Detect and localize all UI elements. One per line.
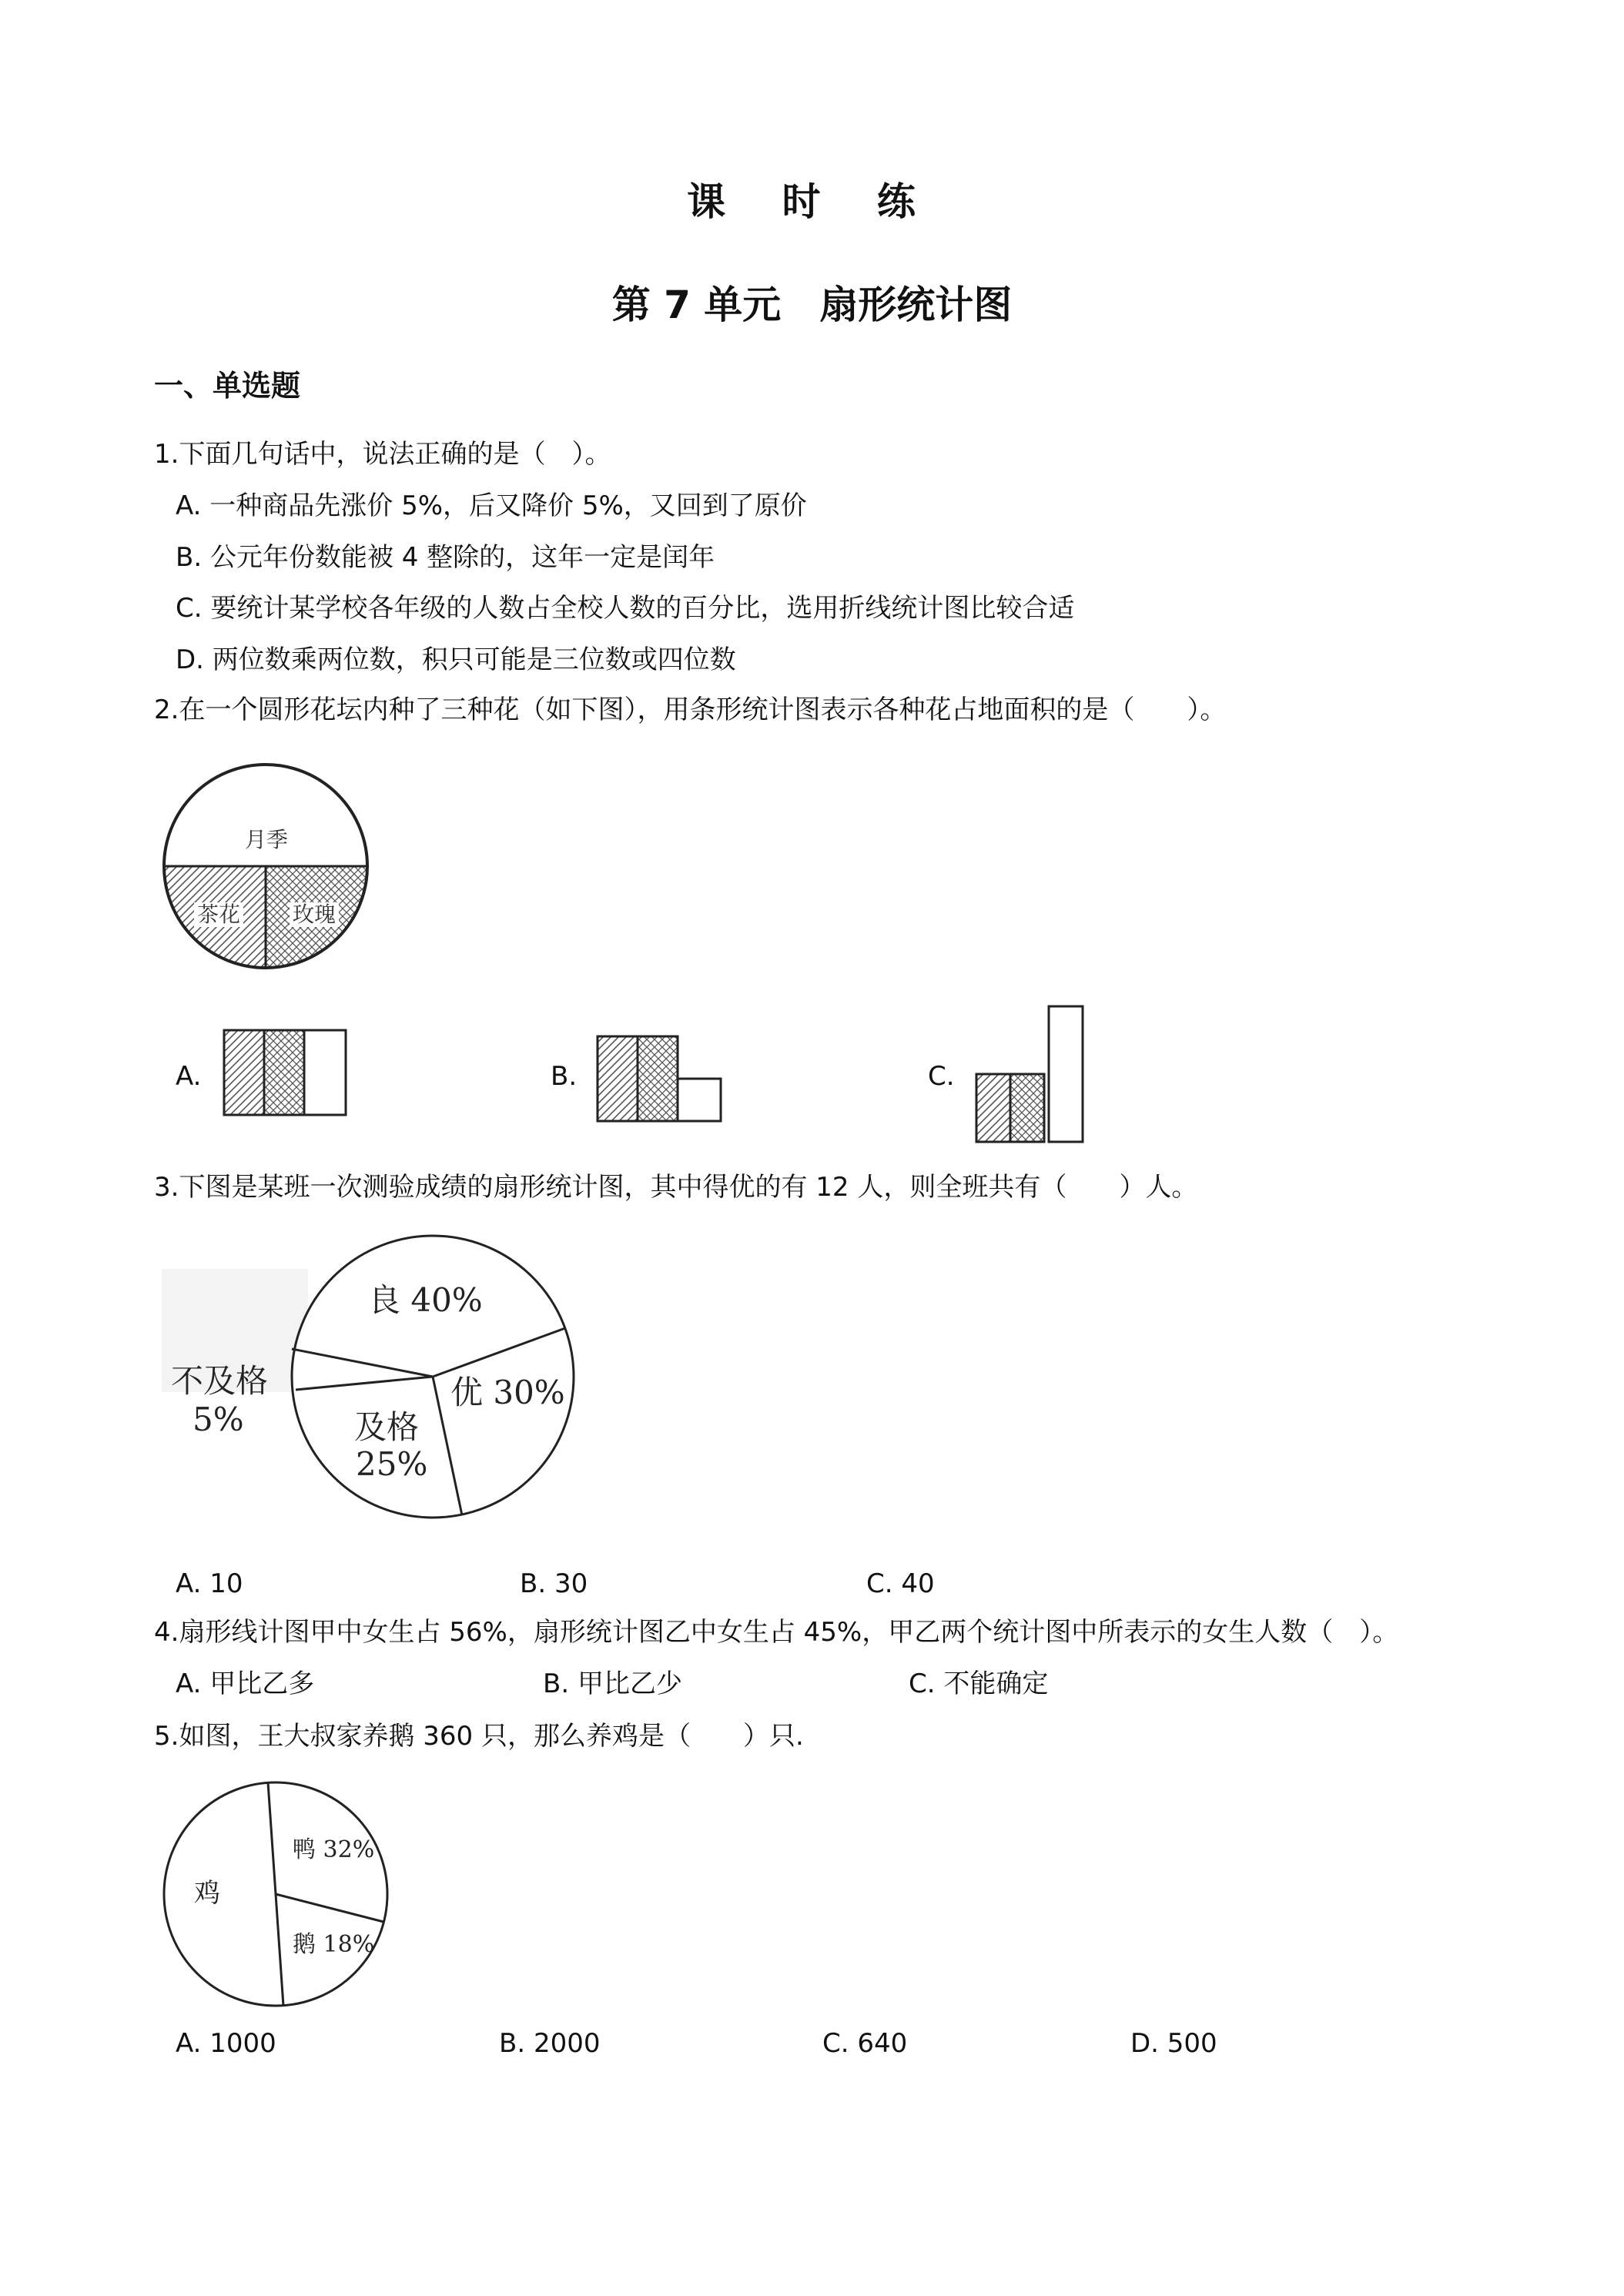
- section-heading: 一、单选题: [154, 369, 301, 403]
- question-5-stem: 5.如图，王大叔家养鹅 360 只，那么养鸡是（ ）只.: [154, 1721, 804, 1752]
- question-5-option-a[interactable]: A. 1000: [176, 2028, 276, 2059]
- label-goose: 鹅 18%: [293, 1931, 375, 1958]
- test-score-pie-chart: [162, 1230, 593, 1538]
- poultry-pie-chart: [154, 1779, 400, 2010]
- question-2-option-b[interactable]: B.: [551, 1061, 578, 1092]
- question-2-option-a[interactable]: A.: [176, 1061, 202, 1092]
- label-meigui: 玫瑰: [292, 902, 337, 927]
- flower-bed-figure: [154, 751, 377, 982]
- question-4-stem: 4.扇形线计图甲中女生占 56%，扇形统计图乙中女生占 45%，甲乙两个统计图中所表示的女生人数（ ）。: [154, 1617, 1399, 1648]
- question-1-option-d[interactable]: D. 两位数乘两位数，积只可能是三位数或四位数: [176, 644, 736, 675]
- label-good: 良 40%: [368, 1281, 483, 1319]
- label-yueji: 月季: [244, 827, 289, 852]
- label-fail-name: 不及格: [171, 1362, 269, 1400]
- question-2-stem: 2.在一个圆形花坛内种了三种花（如下图），用条形统计图表示各种花占地面积的是（ ）。: [154, 694, 1227, 725]
- question-5-option-b[interactable]: B. 2000: [499, 2028, 601, 2059]
- bar-figure-a: [219, 1026, 350, 1118]
- question-4-option-a[interactable]: A. 甲比乙多: [176, 1668, 315, 1699]
- question-3-option-a[interactable]: A. 10: [176, 1568, 243, 1599]
- question-5-option-d[interactable]: D. 500: [1130, 2028, 1217, 2059]
- question-3-option-c[interactable]: C. 40: [866, 1568, 935, 1599]
- label-fail-pct: 5%: [193, 1401, 244, 1438]
- question-4-option-b[interactable]: B. 甲比乙少: [543, 1668, 682, 1699]
- question-3-option-b[interactable]: B. 30: [520, 1568, 588, 1599]
- question-1-stem: 1.下面几句话中，说法正确的是（ ）。: [154, 439, 611, 470]
- question-1-option-b[interactable]: B. 公元年份数能被 4 整除的，这年一定是闰年: [176, 542, 715, 573]
- label-chahua: 茶花: [196, 902, 241, 927]
- unit-title: 第 7 单元 扇形统计图: [611, 283, 1013, 327]
- question-1-option-c[interactable]: C. 要统计某学校各年级的人数占全校人数的百分比，选用折线统计图比较合适: [176, 593, 1075, 624]
- question-5-option-c[interactable]: C. 640: [822, 2028, 908, 2059]
- label-excellent: 优 30%: [450, 1374, 565, 1411]
- page-title: 课 时 练: [687, 179, 937, 224]
- question-1-option-a[interactable]: A. 一种商品先涨价 5%，后又降价 5%，又回到了原价: [176, 490, 807, 521]
- label-chicken: 鸡: [194, 1878, 220, 1909]
- label-duck: 鸭 32%: [293, 1836, 375, 1863]
- bar-figure-c: [972, 1001, 1095, 1147]
- label-pass-pct: 25%: [356, 1445, 428, 1483]
- question-2-option-c[interactable]: C.: [928, 1061, 955, 1092]
- bar-figure-b: [593, 1032, 728, 1128]
- question-4-option-c[interactable]: C. 不能确定: [909, 1668, 1049, 1699]
- question-3-stem: 3.下图是某班一次测验成绩的扇形统计图，其中得优的有 12 人，则全班共有（ ）人。: [154, 1172, 1198, 1203]
- label-pass-name: 及格: [354, 1408, 420, 1446]
